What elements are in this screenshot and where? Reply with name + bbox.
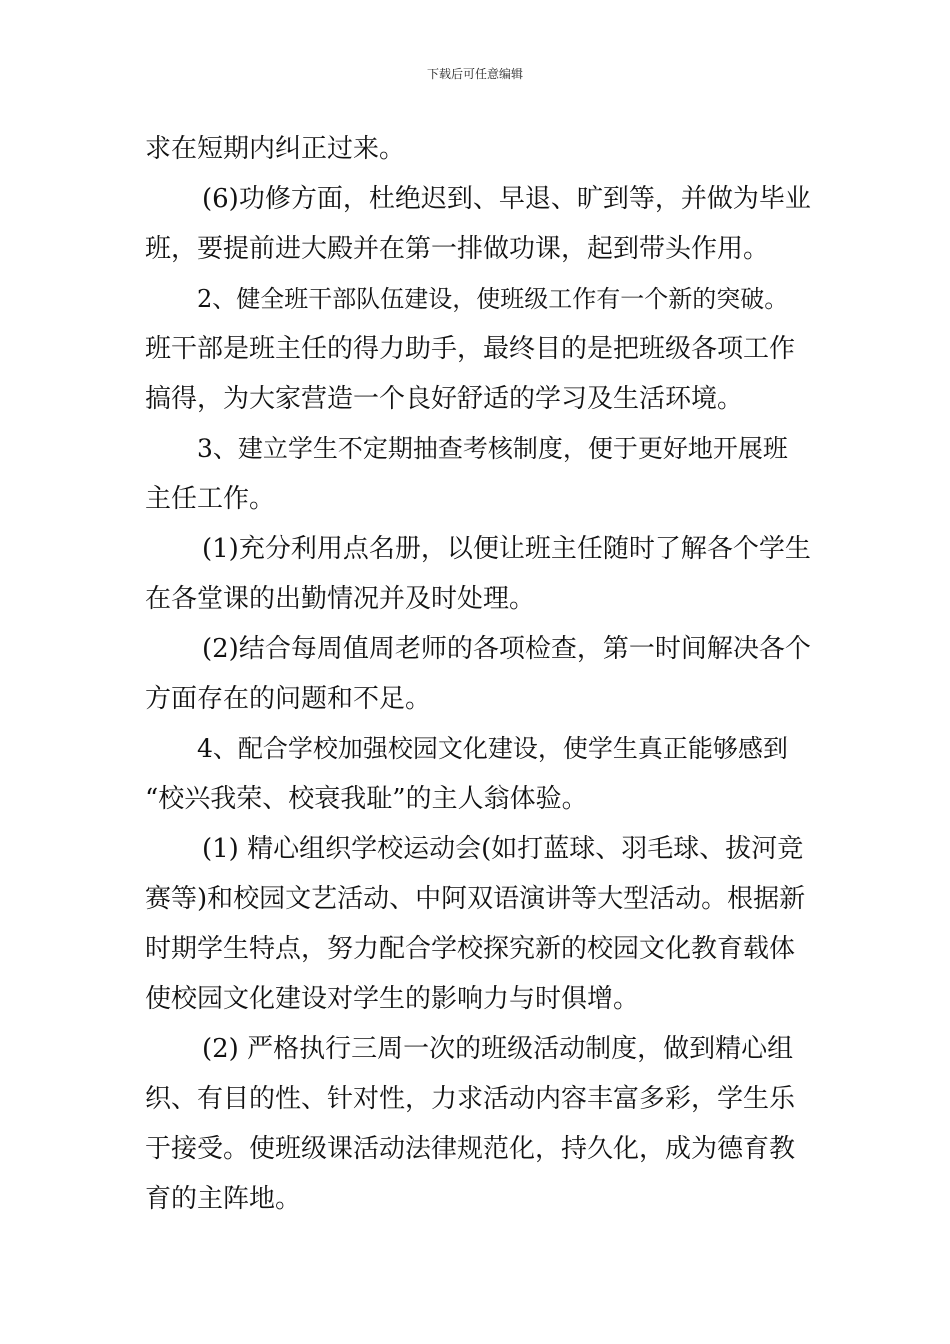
- text-line: 班干部是班主任的得力助手，最终目的是把班级各项工作: [145, 334, 796, 364]
- text-line: 使校园文化建设对学生的影响力与时俱增。: [145, 984, 640, 1014]
- text-line: 时期学生特点，努力配合学校探究新的校园文化教育载体: [145, 934, 796, 964]
- text-line: 4、配合学校加强校园文化建设，使学生真正能够感到: [197, 734, 788, 763]
- text-line: 班，要提前进大殿并在第一排做功课，起到带头作用。: [145, 234, 770, 264]
- text-line: (2) 严格执行三周一次的班级活动制度，做到精心组: [202, 1034, 794, 1064]
- text-line: 3、建立学生不定期抽查考核制度，便于更好地开展班: [197, 434, 788, 463]
- text-line: (2)结合每周值周老师的各项检查，第一时间解决各个: [202, 634, 811, 664]
- text-line: (6)功修方面，杜绝迟到、早退、旷到等，并做为毕业: [202, 184, 811, 214]
- text-line: 搞得，为大家营造一个良好舒适的学习及生活环境。: [145, 384, 744, 414]
- text-line: (1) 精心组织学校运动会(如打蓝球、羽毛球、拔河竞: [202, 834, 804, 864]
- text-line: 2、健全班干部队伍建设，使班级工作有一个新的突破。: [197, 285, 789, 313]
- text-line: “校兴我荣、校衰我耻”的主人翁体验。: [145, 784, 588, 814]
- text-line: 于接受。使班级课活动法律规范化，持久化，成为德育教: [145, 1134, 796, 1164]
- page-header: 下载后可任意编辑: [426, 67, 523, 81]
- text-line: (1)充分利用点名册，以便让班主任随时了解各个学生: [202, 534, 811, 564]
- text-line: 育的主阵地。: [145, 1184, 302, 1214]
- text-line: 方面存在的问题和不足。: [145, 684, 432, 714]
- text-line: 赛等)和校园文艺活动、中阿双语演讲等大型活动。根据新: [145, 884, 806, 914]
- text-line: 主任工作。: [145, 484, 276, 514]
- text-line: 织、有目的性、针对性，力求活动内容丰富多彩，学生乐: [145, 1084, 796, 1114]
- text-line: 求在短期内纠正过来。: [145, 134, 406, 164]
- document-body: [145, 124, 810, 1224]
- text-line: 在各堂课的出勤情况并及时处理。: [145, 584, 536, 614]
